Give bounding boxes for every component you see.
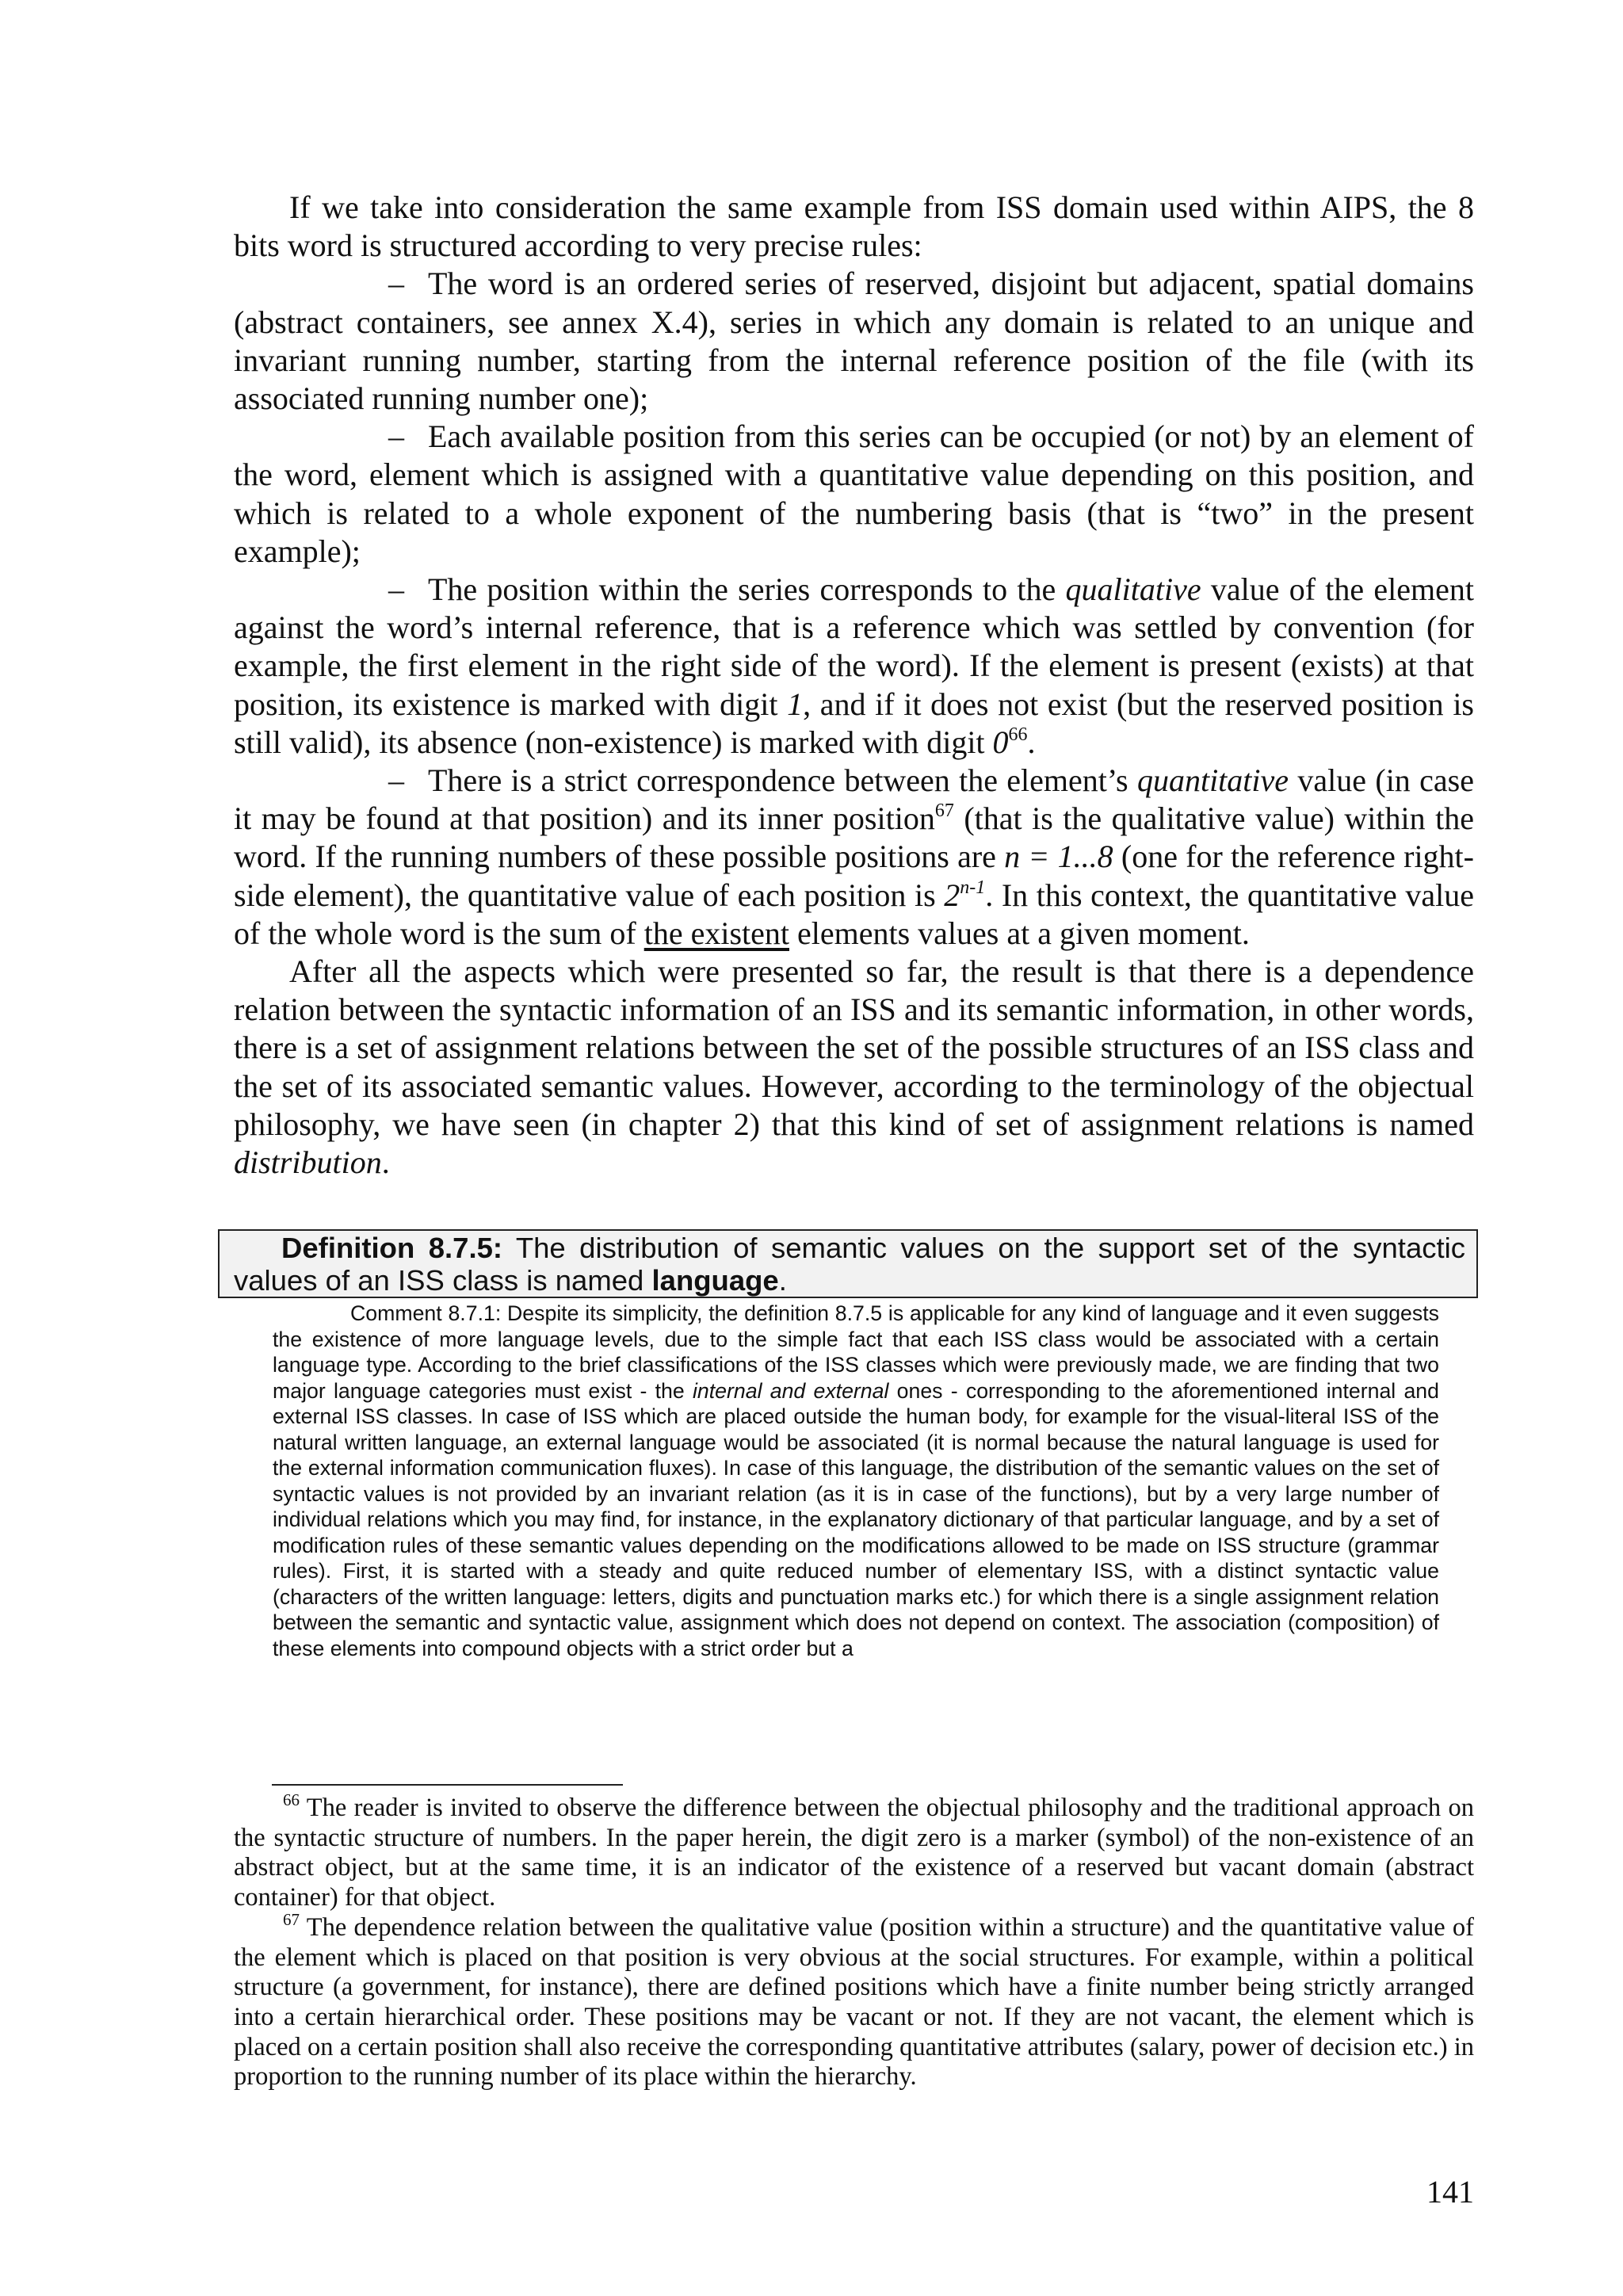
footnote-separator <box>272 1784 623 1786</box>
power-formula: 2$^{n-1}$ <box>944 877 986 913</box>
list-item-1: – The word is an ordered series of reserved, disjoint but adjacent, spatial domains (abstract containers, see annex X.4), series in which any domain is related to an unique and invariant running number, starting from the internal reference position of the file (with its associated running number one); <box>234 266 1474 417</box>
main-body-text <box>234 189 1474 1182</box>
footnote-ref-66[interactable]: 66 <box>1008 724 1028 745</box>
page-number: 141 <box>1426 2174 1474 2210</box>
footnote-ref-67[interactable]: 67 <box>934 800 954 822</box>
paragraph-intro: If we take into consideration the same example from ISS domain used within AIPS, the 8 bits word is structured according to very precise rules: <box>234 189 1474 264</box>
footnote-number: 67 <box>283 1909 300 1929</box>
dash-bullet: – <box>388 571 404 608</box>
list-item-2: – Each available position from this series can be occupied (or not) by an element of the word, element which is assigned with a quantitative value depending on this position, and which is related to a whole exponent of the numbering basis (that is “two” in the present example); <box>234 418 1474 569</box>
paragraph-distribution: After all the aspects which were presented so far, the result is that there is a dependence relation between the syntactic information of an ISS and its semantic information, in other words, there is a set of assignment relations between the set of the possible structures of an ISS class and the set of its associated semantic values. However, according to the terminology of the objectual philosophy, we have seen (in chapter 2) that this kind of set of assignment relations is named distribution. <box>234 953 1474 1181</box>
definition-box: Definition 8.7.5: The distribution of semantic values on the support set of the syntactic values of an ISS class is named language. <box>218 1229 1478 1298</box>
comment-paragraph: Comment 8.7.1: Despite its simplicity, the definition 8.7.5 is applicable for any kind of language and it even suggests the existence of more language levels, due to the simple fact that each ISS class would be associated with a certain language type. According to the brief classifications of the ISS classes which were previously made, we are finding that two major language categories must exist - the internal and external ones - corresponding to the aforementioned internal and external ISS classes. In case of ISS which are placed outside the human body, for example for the visual-literal ISS of the natural written language, an external language would be associated (it is normal because the natural language is used for the external information communication fluxes). In case of this language, the distribution of the semantic values on the set of syntactic values is not provided by an invariant relation (as it is in case of the functions), but by a very large number of individual relations which you may find, for instance, in the explanatory dictionary of that particular language, and by a set of modification rules of these semantic values depending on the modifications allowed to be made on ISS structure (grammar rules). First, it is started with a steady and quite reduced number of elementary ISS, with a distinct syntactic value (characters of the written language: letters, digits and punctuation marks etc.) for which there is a single assignment relation between the semantic and syntactic value, assignment which does not depend on context. The association (composition) of these elements into compound objects with a strict order but a <box>273 1301 1439 1660</box>
footnote-66: $^{66}$ The reader is invited to observe the difference between the objectual philosophy and the traditional approach on the syntactic structure of numbers. In the paper herein, the digit zero is a marker (symbol) of the non-existence of an abstract object, but at the same time, it is an indicator of the existence of a reserved but vacant domain (abstract container) for that object. <box>234 1790 1474 1912</box>
footnote-number: 66 <box>283 1790 300 1809</box>
comment-block <box>273 1301 1439 1661</box>
footnotes <box>234 1790 1474 2092</box>
definition-term: language <box>651 1264 779 1297</box>
dash-bullet: – <box>388 762 404 799</box>
definition-label: Definition 8.7.5: <box>281 1232 503 1264</box>
dash-bullet: – <box>388 266 404 302</box>
list-item-3: – The position within the series corresponds to the qualitative value of the element against the word’s internal reference, that is a reference which was settled by convention (for example, the first element in the right side of the word). If the element is present (exists) at that position, its existence is marked with digit 1, and if it does not exist (but the reserved position is still valid), its absence (non-existence) is marked with digit $0^{66}$. <box>234 571 1474 760</box>
footnote-67: $^{67}$ The dependence relation between the qualitative value (position within a structure) and the quantitative value of the element which is placed on that position is very obvious at the social structures. For example, within a political structure (a government, for instance), there are defined positions which have a finite number being strictly arranged into a certain hierarchical order. These positions may be vacant or not. If they are not vacant, the element which is placed on a certain position shall also receive the corresponding quantitative attributes (salary, power of decision etc.) in proportion to the running number of its place within the hierarchy. <box>234 1909 1474 2092</box>
list-item-4: – There is a strict correspondence between the element’s quantitative value (in case it may be found at that position) and its inner position$^{67}$ (that is the qualitative value) within the word. If the running numbers of these possible positions are n = 1...8 (one for the reference right-side element), the quantitative value of each position is 2$^{n-1}$. In this context, the quantitative value of the whole word is the sum of the existent elements values at a given moment. <box>234 762 1474 951</box>
dash-bullet: – <box>388 418 404 455</box>
